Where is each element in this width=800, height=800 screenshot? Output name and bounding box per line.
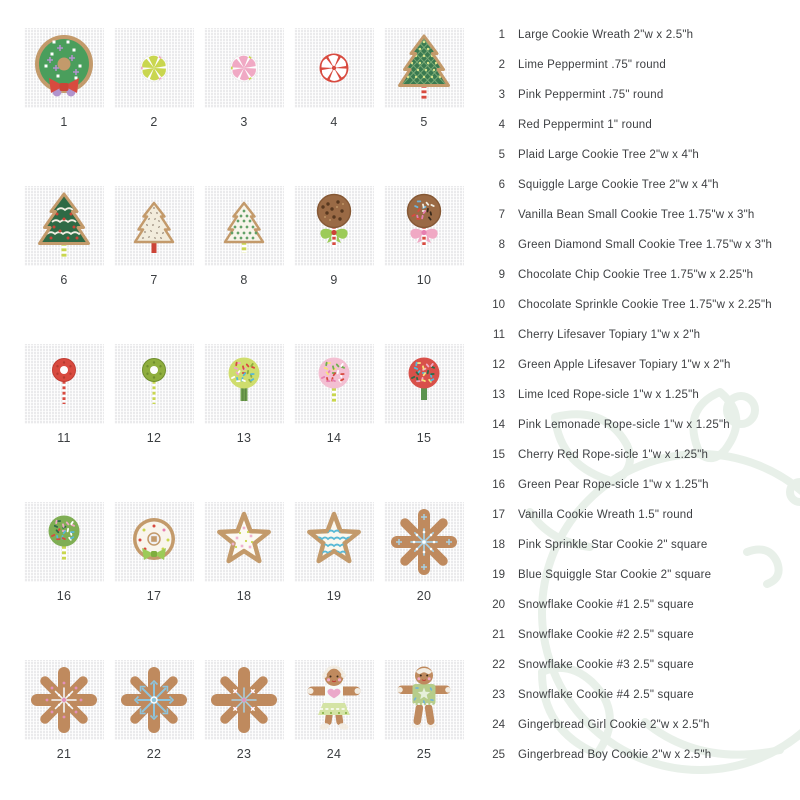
thumbnail-cell[interactable]	[384, 502, 464, 603]
thumbnail-cell[interactable]	[204, 186, 284, 287]
legend-item	[483, 590, 772, 620]
legend-item	[483, 350, 772, 380]
legend-number: 7	[498, 209, 505, 221]
thumbnail-number: 20	[416, 589, 432, 603]
thumbnail-number: 6	[60, 273, 68, 287]
legend-number: 12	[492, 359, 505, 371]
legend-item	[483, 110, 772, 140]
legend-label: Snowflake Cookie #4 2.5" square	[518, 689, 694, 701]
thumbnail-number: 14	[326, 431, 342, 445]
legend-number: 2	[498, 59, 505, 71]
green-apple-lifesaver-topiary-icon	[114, 344, 194, 424]
legend-item	[483, 500, 772, 530]
thumbnail-cell[interactable]	[294, 502, 374, 603]
legend-label: Green Pear Rope-sicle 1"w x 1.25"h	[518, 479, 709, 491]
red-sprinkle-topiary-icon	[384, 344, 464, 424]
legend-item	[483, 200, 772, 230]
legend-item	[483, 740, 772, 770]
thumbnail-cell[interactable]	[204, 28, 284, 129]
legend-item	[483, 230, 772, 260]
legend-number: 17	[492, 509, 505, 521]
legend-number: 23	[492, 689, 505, 701]
green-diamond-cookie-tree-icon	[204, 186, 284, 266]
squiggle-cookie-tree-icon	[24, 186, 104, 266]
legend-number: 19	[492, 569, 505, 581]
thumbnail-number: 8	[240, 273, 248, 287]
thumbnail-number: 17	[146, 589, 162, 603]
legend-item	[483, 170, 772, 200]
legend-item	[483, 380, 772, 410]
legend-item	[483, 80, 772, 110]
legend-label: Squiggle Large Cookie Tree 2"w x 4"h	[518, 179, 719, 191]
legend-number: 15	[492, 449, 505, 461]
legend-number: 4	[498, 119, 505, 131]
thumbnail-cell[interactable]	[294, 344, 374, 445]
thumbnail-cell[interactable]	[294, 186, 374, 287]
thumbnail-cell[interactable]	[24, 344, 104, 445]
snowflake-cookie-4-icon	[204, 660, 284, 740]
legend-label: Gingerbread Girl Cookie 2"w x 2.5"h	[518, 719, 710, 731]
pink-sprinkle-star-icon	[204, 502, 284, 582]
legend-label: Gingerbread Boy Cookie 2"w x 2.5"h	[518, 749, 712, 761]
legend-label: Green Apple Lifesaver Topiary 1"w x 2"h	[518, 359, 731, 371]
lime-sprinkle-topiary-icon	[204, 344, 284, 424]
legend-number: 6	[498, 179, 505, 191]
legend-label: Vanilla Bean Small Cookie Tree 1.75"w x 3"h	[518, 209, 755, 221]
thumbnail-number: 24	[326, 747, 342, 761]
thumbnail-number: 21	[56, 747, 72, 761]
legend-label: Green Diamond Small Cookie Tree 1.75"w x 3"h	[518, 239, 773, 251]
chocolate-chip-cookie-pop-icon	[294, 186, 374, 266]
thumbnail-cell[interactable]	[24, 660, 104, 761]
legend-item	[483, 140, 772, 170]
chocolate-sprinkle-cookie-pop-icon	[384, 186, 464, 266]
thumbnail-cell[interactable]	[24, 502, 104, 603]
legend-number: 3	[498, 89, 505, 101]
thumbnail-number: 25	[416, 747, 432, 761]
legend-item	[483, 710, 772, 740]
legend-item	[483, 650, 772, 680]
legend-label: Snowflake Cookie #1 2.5" square	[518, 599, 694, 611]
thumbnail-number: 2	[150, 115, 158, 129]
snowflake-cookie-3-icon	[114, 660, 194, 740]
thumbnail-number: 16	[56, 589, 72, 603]
legend-item	[483, 560, 772, 590]
legend-item	[483, 680, 772, 710]
snowflake-cookie-2-icon	[24, 660, 104, 740]
gingerbread-boy-icon	[384, 660, 464, 740]
thumbnail-number: 7	[150, 273, 158, 287]
legend-number: 25	[492, 749, 505, 761]
plaid-cookie-tree-icon	[384, 28, 464, 108]
red-peppermint-icon	[294, 28, 374, 108]
legend-number: 21	[492, 629, 505, 641]
thumbnail-number: 22	[146, 747, 162, 761]
legend-item	[483, 290, 772, 320]
legend-number: 9	[498, 269, 505, 281]
thumbnail-cell[interactable]	[204, 660, 284, 761]
legend-item	[483, 260, 772, 290]
legend-number: 16	[492, 479, 505, 491]
pink-sprinkle-topiary-icon	[294, 344, 374, 424]
legend-label: Lime Iced Rope-sicle 1"w x 1.25"h	[518, 389, 699, 401]
thumbnail-number: 18	[236, 589, 252, 603]
legend-item	[483, 410, 772, 440]
legend-number: 5	[498, 149, 505, 161]
legend-list	[483, 20, 772, 770]
legend-label: Lime Peppermint .75" round	[518, 59, 667, 71]
legend-item	[483, 50, 772, 80]
blue-squiggle-star-icon	[294, 502, 374, 582]
thumbnail-grid	[24, 28, 464, 761]
legend-number: 1	[498, 29, 505, 41]
legend-label: Plaid Large Cookie Tree 2"w x 4"h	[518, 149, 699, 161]
legend-item	[483, 320, 772, 350]
legend-number: 20	[492, 599, 505, 611]
legend-label: Snowflake Cookie #2 2.5" square	[518, 629, 694, 641]
green-sprinkle-topiary-icon	[24, 502, 104, 582]
thumbnail-cell[interactable]	[384, 28, 464, 129]
legend-label: Pink Peppermint .75" round	[518, 89, 664, 101]
thumbnail-cell[interactable]	[294, 28, 374, 129]
legend-label: Red Peppermint 1" round	[518, 119, 652, 131]
legend-item	[483, 440, 772, 470]
legend-label: Snowflake Cookie #3 2.5" square	[518, 659, 694, 671]
legend-item	[483, 20, 772, 50]
vanilla-bean-cookie-tree-icon	[114, 186, 194, 266]
legend-number: 14	[492, 419, 505, 431]
thumbnail-cell[interactable]	[114, 660, 194, 761]
thumbnail-cell[interactable]	[384, 186, 464, 287]
legend-label: Large Cookie Wreath 2"w x 2.5"h	[518, 29, 694, 41]
legend-label: Blue Squiggle Star Cookie 2" square	[518, 569, 712, 581]
vanilla-cookie-wreath-icon	[114, 502, 194, 582]
thumbnail-cell[interactable]	[114, 28, 194, 129]
thumbnail-number: 10	[416, 273, 432, 287]
thumbnail-number: 1	[60, 115, 68, 129]
legend-number: 10	[492, 299, 505, 311]
thumbnail-number: 5	[420, 115, 428, 129]
snowflake-cookie-1-icon	[384, 502, 464, 582]
thumbnail-cell[interactable]	[384, 344, 464, 445]
green-cookie-wreath-icon	[24, 28, 104, 108]
thumbnail-cell[interactable]	[114, 344, 194, 445]
thumbnail-cell[interactable]	[204, 344, 284, 445]
legend-number: 24	[492, 719, 505, 731]
legend-label: Pink Lemonade Rope-sicle 1"w x 1.25"h	[518, 419, 730, 431]
thumbnail-cell[interactable]	[384, 660, 464, 761]
legend-number: 11	[493, 329, 505, 341]
thumbnail-cell[interactable]	[114, 502, 194, 603]
thumbnail-cell[interactable]	[24, 186, 104, 287]
thumbnail-number: 19	[326, 589, 342, 603]
thumbnail-cell[interactable]	[204, 502, 284, 603]
gingerbread-girl-icon	[294, 660, 374, 740]
legend-number: 18	[492, 539, 505, 551]
thumbnail-cell[interactable]	[294, 660, 374, 761]
legend-label: Pink Sprinkle Star Cookie 2" square	[518, 539, 708, 551]
thumbnail-number: 15	[416, 431, 432, 445]
thumbnail-cell[interactable]	[24, 28, 104, 129]
legend-label: Cherry Lifesaver Topiary 1"w x 2"h	[518, 329, 701, 341]
legend-number: 13	[492, 389, 505, 401]
pink-peppermint-icon	[204, 28, 284, 108]
thumbnail-number: 23	[236, 747, 252, 761]
legend-label: Chocolate Sprinkle Cookie Tree 1.75"w x 2.25"h	[518, 299, 772, 311]
legend-item	[483, 620, 772, 650]
thumbnail-number: 9	[330, 273, 338, 287]
cherry-lifesaver-topiary-icon	[24, 344, 104, 424]
thumbnail-number: 3	[240, 115, 248, 129]
thumbnail-number: 13	[236, 431, 252, 445]
legend-number: 8	[498, 239, 505, 251]
legend-label: Cherry Red Rope-sicle 1"w x 1.25"h	[518, 449, 709, 461]
thumbnail-number: 11	[57, 431, 71, 445]
thumbnail-cell[interactable]	[114, 186, 194, 287]
thumbnail-number: 12	[146, 431, 162, 445]
legend-number: 22	[492, 659, 505, 671]
legend-label: Vanilla Cookie Wreath 1.5" round	[518, 509, 693, 521]
lime-peppermint-icon	[114, 28, 194, 108]
legend-item	[483, 530, 772, 560]
legend-item	[483, 470, 772, 500]
thumbnail-number: 4	[330, 115, 338, 129]
legend-label: Chocolate Chip Cookie Tree 1.75"w x 2.25"h	[518, 269, 754, 281]
